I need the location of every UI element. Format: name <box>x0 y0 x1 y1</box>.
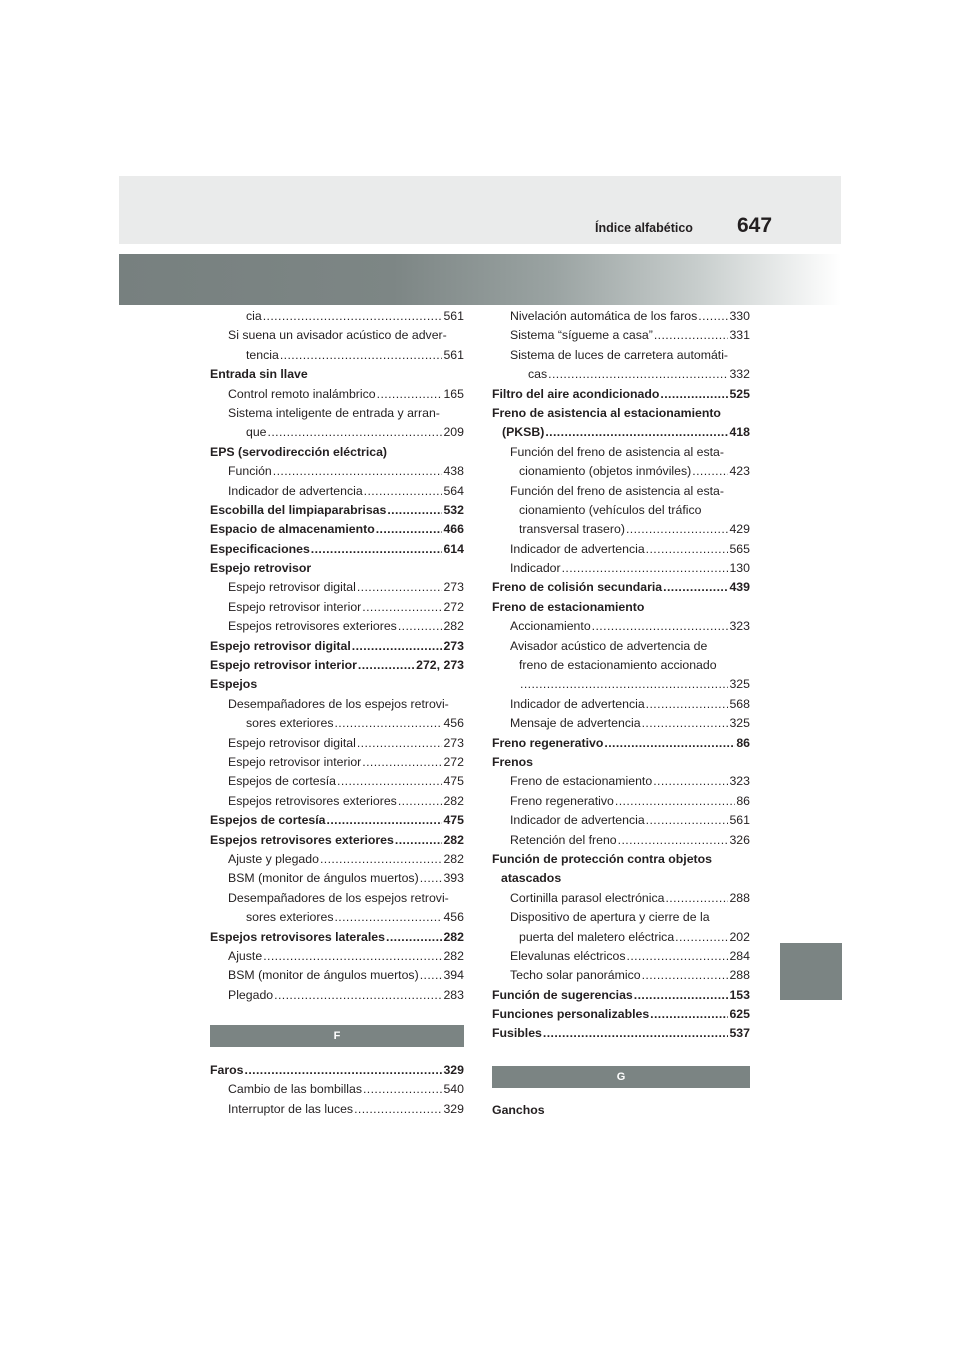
page-number: 647 <box>737 214 773 237</box>
index-entry: Ajuste ..... 282 <box>210 947 464 966</box>
index-entry: Si suena un avisador acústico de adver- <box>228 328 447 343</box>
header-band <box>119 176 841 244</box>
index-entry: Mensaje de advertencia ..... 325 <box>492 714 750 733</box>
index-entry: cionamiento (objetos inmóviles) ..... 423 <box>492 462 750 481</box>
index-entry: Indicador de advertencia ..... 568 <box>492 695 750 714</box>
index-entry: Plegado ..... 283 <box>210 986 464 1005</box>
index-entry: Espejo retrovisor digital ..... 273 <box>210 578 464 597</box>
index-entry: Función del freno de asistencia al esta- <box>510 483 724 498</box>
section-header-g: G <box>492 1066 750 1088</box>
index-entry: Sistema “sígueme a casa” ..... 331 <box>492 326 750 345</box>
index-entry: Control remoto inalámbrico ..... 165 <box>210 385 464 404</box>
index-entry: Espejo retrovisor digital ..... 273 <box>210 734 464 753</box>
index-entry: Espejos retrovisores exteriores ..... 282 <box>210 792 464 811</box>
spacer <box>492 1088 750 1101</box>
index-thumb-tab <box>780 943 842 1000</box>
index-heading: Entrada sin llave <box>210 367 308 382</box>
index-entry: Nivelación automática de los faros ..... 330 <box>492 307 750 326</box>
index-entry: Dispositivo de apertura y cierre de la <box>510 910 710 925</box>
index-entry: sores exteriores ..... 456 <box>210 908 464 927</box>
index-entry: Sistema de luces de carretera automáti- <box>510 347 729 362</box>
index-heading: Espejo retrovisor interior ..... 272, 273 <box>210 656 464 675</box>
spacer <box>210 1047 464 1061</box>
index-entry: BSM (monitor de ángulos muertos) ..... 394 <box>210 966 464 985</box>
index-entry: puerta del maletero eléctrica ..... 202 <box>492 928 750 947</box>
index-heading: Espejos retrovisores exteriores ..... 282 <box>210 831 464 850</box>
index-entry: que ..... 209 <box>210 423 464 442</box>
index-entry: Cambio de las bombillas ..... 540 <box>210 1080 464 1099</box>
index-entry: Sistema inteligente de entrada y arran- <box>228 405 440 420</box>
index-heading: Freno de asistencia al estacionamiento <box>492 405 721 420</box>
index-entry: Indicador ..... 130 <box>492 559 750 578</box>
index-heading: Espejos <box>210 677 258 692</box>
index-entry: freno de estacionamiento accionado <box>519 658 717 673</box>
index-entry: Función del freno de asistencia al esta- <box>510 444 724 459</box>
index-entry: Interruptor de las luces ..... 329 <box>210 1100 464 1119</box>
index-entry: Espejo retrovisor interior ..... 272 <box>210 753 464 772</box>
index-heading: Espejos de cortesía ..... 475 <box>210 811 464 830</box>
index-entry: Elevalunas eléctricos ..... 284 <box>492 947 750 966</box>
index-entry: Ajuste y plegado ..... 282 <box>210 850 464 869</box>
index-heading: Escobilla del limpiaparabrisas ..... 532 <box>210 501 464 520</box>
index-heading: Espejo retrovisor <box>210 561 312 576</box>
index-column-right <box>492 307 750 1120</box>
index-entry: Indicador de advertencia ..... 565 <box>492 540 750 559</box>
index-entry: Freno regenerativo ..... 86 <box>492 792 750 811</box>
index-entry: cia ..... 561 <box>210 307 464 326</box>
index-heading: Freno de estacionamiento <box>492 599 645 614</box>
index-heading: Frenos <box>492 754 533 769</box>
spacer <box>210 1005 464 1025</box>
index-entry: tencia ..... 561 <box>210 346 464 365</box>
index-entry: Indicador de advertencia ..... 561 <box>492 811 750 830</box>
index-heading: Función de protección contra objetos <box>492 851 712 866</box>
section-header-f: F <box>210 1025 464 1047</box>
index-entry: sores exteriores ..... 456 <box>210 714 464 733</box>
index-entry: Accionamiento ..... 323 <box>492 617 750 636</box>
index-entry: Retención del freno ..... 326 <box>492 831 750 850</box>
index-heading: EPS (servodirección eléctrica) <box>210 444 388 459</box>
index-heading: Espejos retrovisores laterales ..... 282 <box>210 928 464 947</box>
index-entry: Espejo retrovisor interior ..... 272 <box>210 598 464 617</box>
index-entry: Avisador acústico de advertencia de <box>510 638 708 653</box>
index-entry: Desempañadores de los espejos retrovi- <box>228 890 449 905</box>
index-entry: cionamiento (vehículos del tráfico <box>519 502 702 517</box>
index-entry: Techo solar panorámico ..... 288 <box>492 966 750 985</box>
index-entry: Cortinilla parasol electrónica ..... 288 <box>492 889 750 908</box>
index-entry: Espejos retrovisores exteriores ..... 282 <box>210 617 464 636</box>
index-heading: Ganchos <box>492 1102 545 1117</box>
index-entry: transversal trasero) ..... 429 <box>492 520 750 539</box>
index-heading: Funciones personalizables ..... 625 <box>492 1005 750 1024</box>
index-column-left <box>210 307 464 1119</box>
index-heading: (PKSB) ..... 418 <box>492 423 750 442</box>
index-entry: Indicador de advertencia ..... 564 <box>210 482 464 501</box>
index-heading: atascados <box>501 871 562 886</box>
index-heading: Filtro del aire acondicionado ..... 525 <box>492 385 750 404</box>
index-entry: Desempañadores de los espejos retrovi- <box>228 696 449 711</box>
index-entry: ..... 325 <box>492 675 750 694</box>
index-heading: Fusibles ..... 537 <box>492 1024 750 1043</box>
index-heading: Especificaciones ..... 614 <box>210 540 464 559</box>
index-heading: Freno de colisión secundaria ..... 439 <box>492 578 750 597</box>
index-heading: Función de sugerencias ..... 153 <box>492 986 750 1005</box>
decorative-gradient-band <box>119 254 841 305</box>
header-title: Índice alfabético <box>595 221 693 235</box>
index-entry: Espejos de cortesía ..... 475 <box>210 772 464 791</box>
index-heading: Freno regenerativo ..... 86 <box>492 734 750 753</box>
index-heading: Faros ..... 329 <box>210 1061 464 1080</box>
index-entry: Función ..... 438 <box>210 462 464 481</box>
index-entry: Freno de estacionamiento ..... 323 <box>492 772 750 791</box>
index-heading: Espacio de almacenamiento ..... 466 <box>210 520 464 539</box>
index-entry: BSM (monitor de ángulos muertos) ..... 393 <box>210 869 464 888</box>
spacer <box>492 1044 750 1066</box>
index-entry: cas ..... 332 <box>492 365 750 384</box>
index-heading: Espejo retrovisor digital ..... 273 <box>210 637 464 656</box>
